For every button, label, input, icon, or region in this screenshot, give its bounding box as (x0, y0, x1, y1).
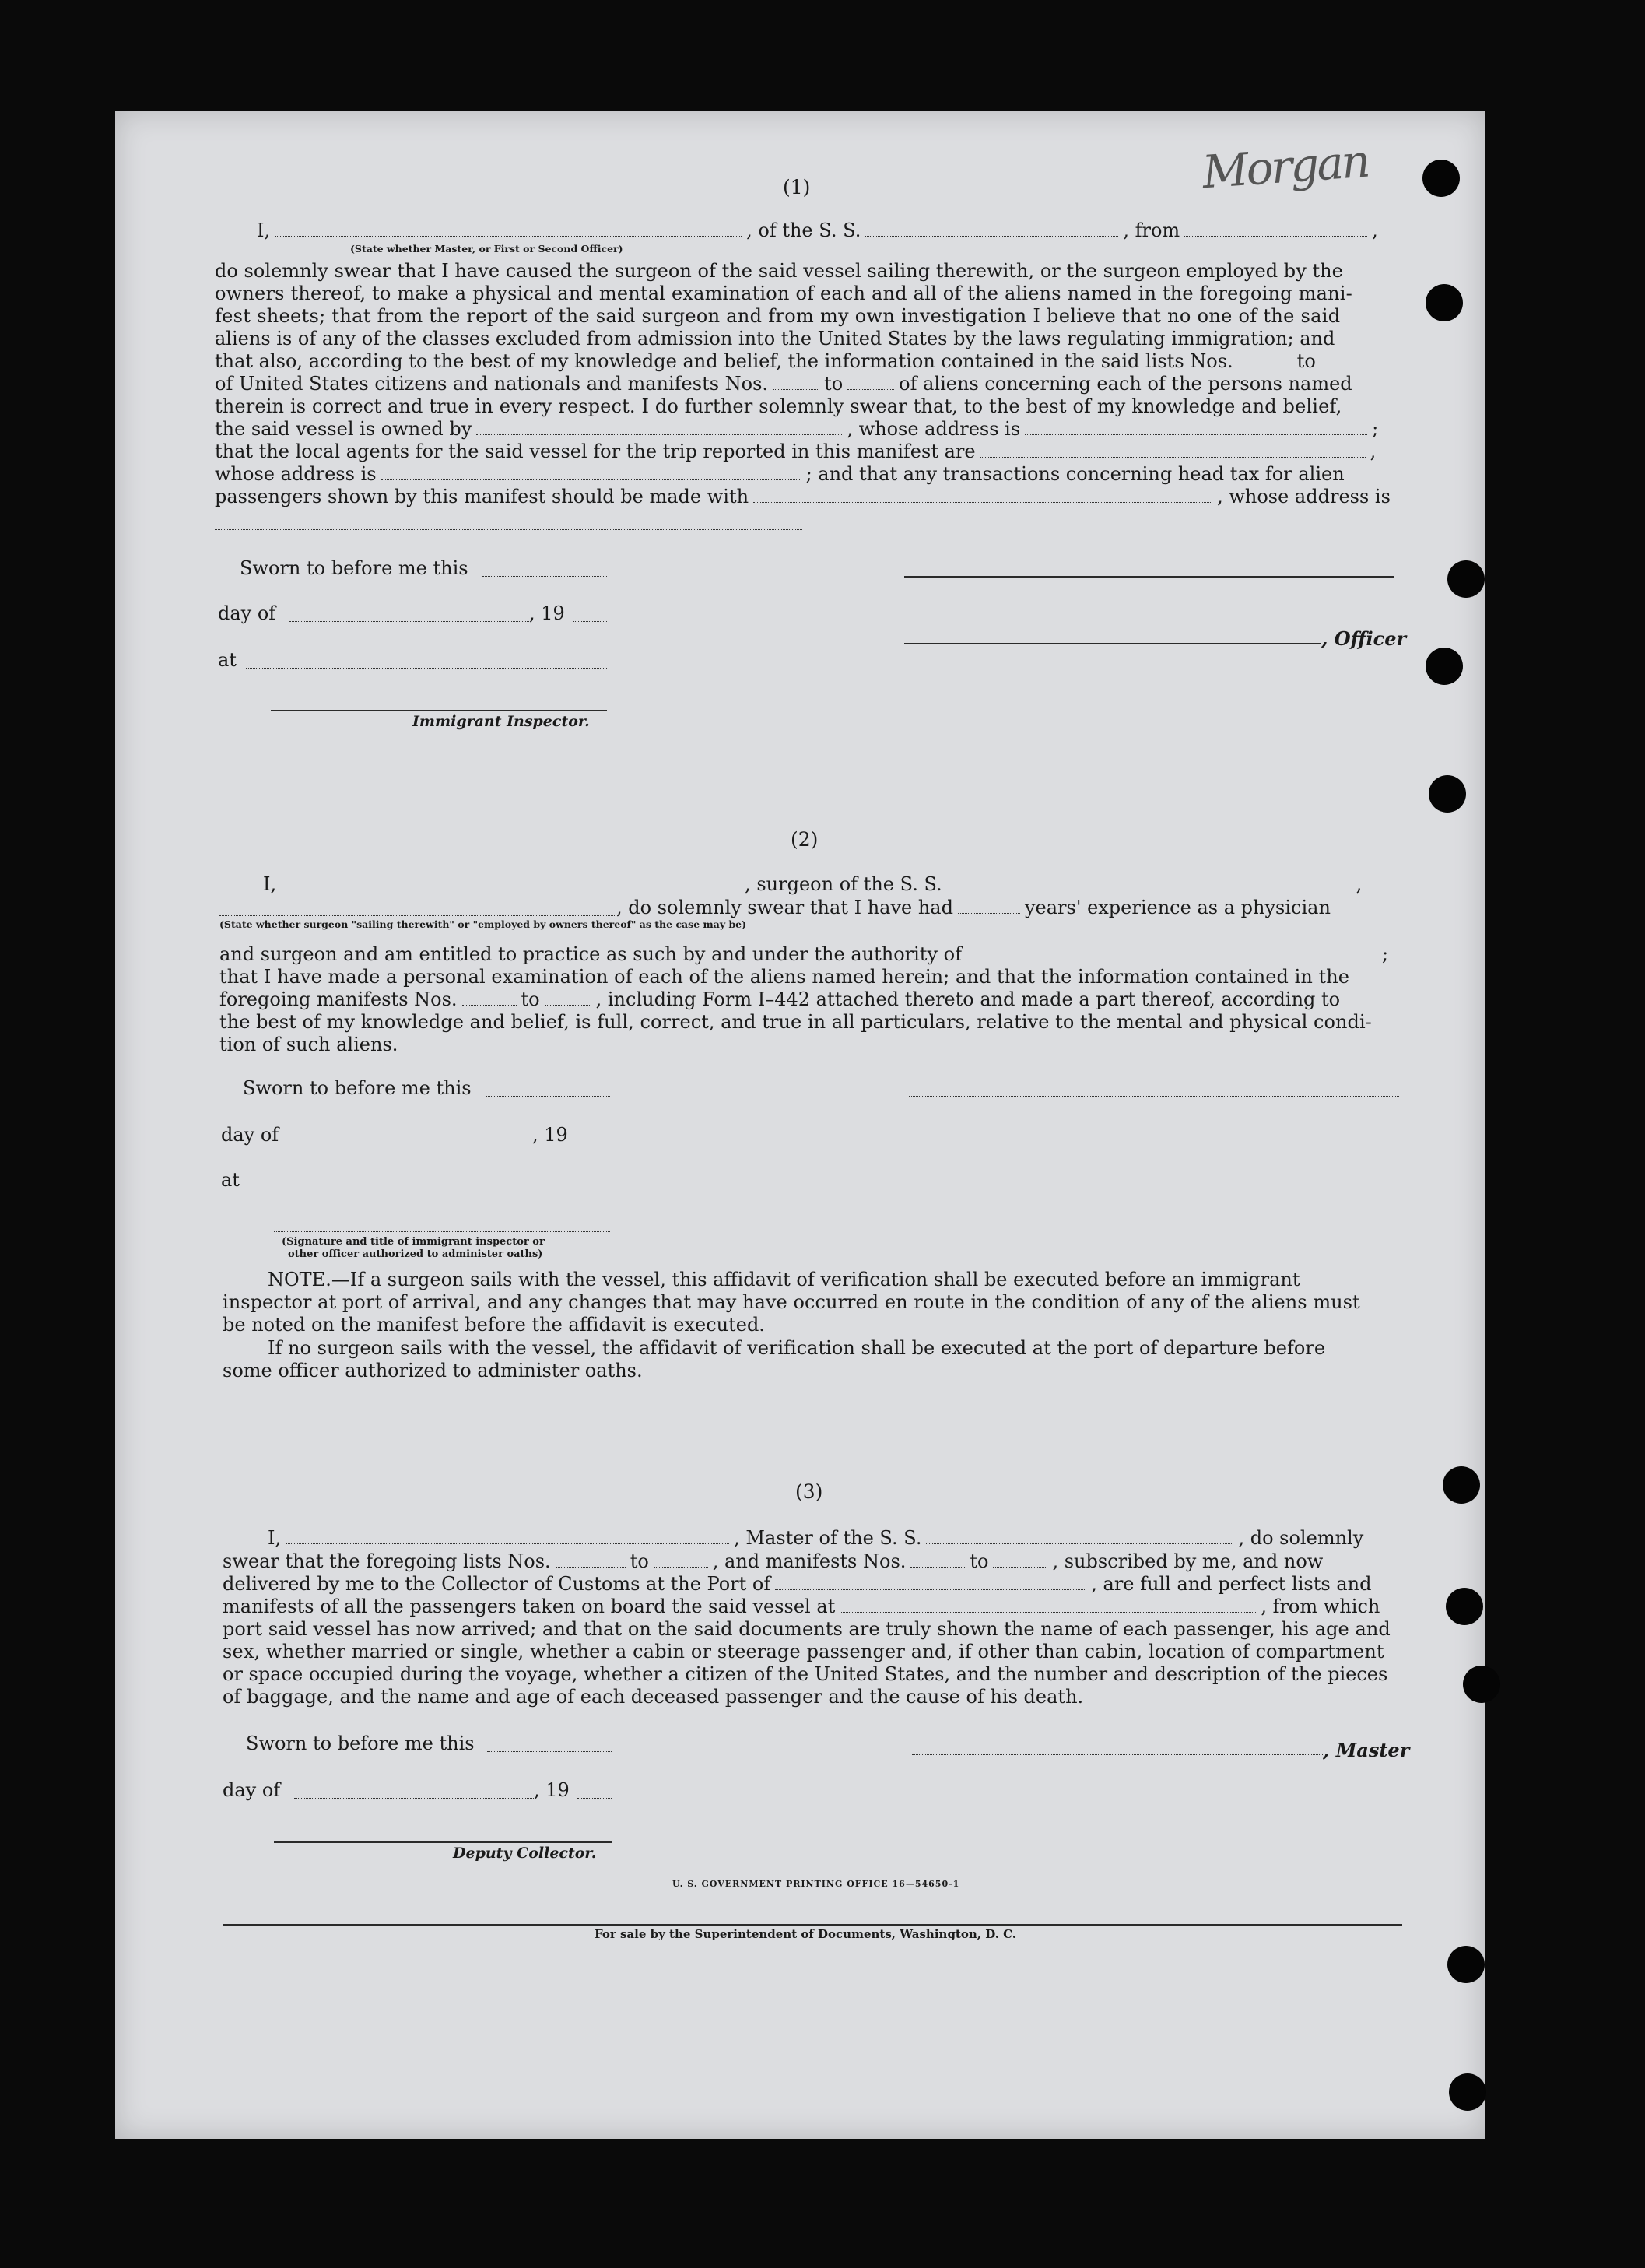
s1-p-line: of United States citizens and nationals and manifests Nos. to of aliens concerning each of the persons named (215, 373, 1352, 395)
officer-caption: (State whether Master, or First or Second Officer) (350, 243, 623, 255)
s3-master-signature[interactable] (912, 1754, 1323, 1755)
s1-at-field[interactable] (246, 668, 607, 669)
s3-collector-signature[interactable] (274, 1841, 612, 1843)
section-2-number: (2) (791, 828, 819, 851)
section-2-line-1: I, , surgeon of the S. S. , (263, 873, 1363, 895)
section-3-number: (3) (795, 1480, 823, 1503)
binder-hole (1426, 648, 1463, 685)
s2-sworn-label: Sworn to before me this (243, 1077, 472, 1099)
s2-manifest-to-field[interactable] (545, 1005, 591, 1006)
s3-p-line: port said vessel has now arrived; and that on the said documents are truly shown the name of each passenger, his age and (223, 1618, 1391, 1640)
s3-p-line: sex, whether married or single, whether a cabin or steerage passenger and, if other than cabin, location of compartment (223, 1641, 1384, 1662)
s1-sworn-label: Sworn to before me this (240, 557, 468, 579)
s1-p-line: whose address is ; and that any transactions concerning head tax for alien (215, 463, 1345, 485)
alien-manifest-to-field[interactable] (847, 389, 894, 390)
s3-lists-from-field[interactable] (556, 1567, 626, 1568)
binder-hole (1463, 1666, 1500, 1703)
owner-address-field[interactable] (1025, 434, 1367, 435)
s2-p-line: that I have made a personal examination of each of the aliens named herein; and that the information contained in the (219, 966, 1349, 988)
s3-collector-caption: Deputy Collector. (453, 1845, 597, 1862)
alien-manifest-from-field[interactable] (773, 389, 819, 390)
s2-sig-caption-1: (Signature and title of immigrant inspector or (282, 1236, 545, 1248)
handwritten-annotation: Morgan (1200, 134, 1370, 199)
section-3-line-4: manifests of all the passengers taken on board the said vessel at , from which (223, 1596, 1380, 1617)
s2-p-line: the best of my knowledge and belief, is full, correct, and true in all particulars, relative to the mental and physical condi- (219, 1011, 1372, 1033)
s3-day-of-label: day of (223, 1779, 281, 1801)
s3-manifests-to-field[interactable] (993, 1567, 1047, 1568)
s1-inspector-signature[interactable] (271, 710, 607, 711)
binder-hole (1443, 1466, 1480, 1504)
departure-port-field[interactable] (1184, 236, 1367, 237)
s3-lists-to-field[interactable] (654, 1567, 708, 1568)
boarding-port-field[interactable] (840, 1612, 1256, 1613)
s1-p-line: that also, according to the best of my knowledge and belief, the information contained in the said lists Nos. to (215, 350, 1380, 374)
s3-sworn-label: Sworn to before me this (246, 1733, 475, 1754)
local-agents-field[interactable] (980, 457, 1366, 458)
s2-sworn-day-field[interactable] (486, 1096, 610, 1097)
arrival-port-field[interactable] (775, 1589, 1086, 1590)
section-1-line-1: I, , of the S. S. , from , (257, 219, 1378, 241)
s3-manifests-from-field[interactable] (910, 1567, 965, 1568)
s1-p-line: aliens is of any of the classes excluded from admission into the United States by the laws regulating immigration; and (215, 328, 1335, 349)
s1-day-of-label: day of (218, 602, 276, 624)
head-tax-address-field[interactable] (215, 529, 802, 530)
binder-hole (1422, 160, 1460, 197)
section-2-authority: and surgeon and am entitled to practice as such by and under the authority of ; (219, 943, 1389, 965)
section-3-line-3: delivered by me to the Collector of Customs at the Port of , are full and perfect lists and (223, 1573, 1372, 1595)
note-line: inspector at port of arrival, and any changes that may have occurred en route in the condition of any of the aliens must (223, 1291, 1360, 1313)
s1-year-label: , 19 (529, 602, 565, 624)
s1-sworn-day-field[interactable] (482, 576, 607, 577)
surgeon-type-caption: (State whether surgeon "sailing therewith" or "employed by owners thereof" as the case may be) (219, 918, 747, 930)
s1-p-line: owners thereof, to make a physical and mental examination of each and all of the aliens named in the foregoing mani- (215, 283, 1352, 304)
section-3-line-2: swear that the foregoing lists Nos. to , and manifests Nos. to , subscribed by me, and now (223, 1550, 1324, 1572)
binder-hole (1426, 284, 1463, 321)
note-line: NOTE.—If a surgeon sails with the vessel, this affidavit of verification shall be executed before an immigrant (268, 1269, 1300, 1290)
s3-sworn-day-field[interactable] (487, 1751, 612, 1752)
s1-p-line: fest sheets; that from the report of the said surgeon and from my own investigation I believe that no one of the said (215, 305, 1341, 327)
s2-manifest-from-field[interactable] (462, 1005, 517, 1006)
binder-hole (1447, 1946, 1485, 1983)
s1-inspector-caption: Immigrant Inspector. (412, 713, 590, 730)
s2-surgeon-signature[interactable] (909, 1096, 1399, 1097)
binder-hole (1446, 1588, 1483, 1625)
s1-at-label: at (218, 649, 237, 671)
s1-officer-signature-2[interactable] (904, 643, 1321, 644)
s1-p-line: that the local agents for the said vessel for the trip reported in this manifest are , (215, 441, 1377, 462)
s3-master-label: , Master (1323, 1739, 1410, 1761)
s1-p-line: therein is correct and true in every respect. I do further solemnly swear that, to the best of my knowledge and belief, (215, 395, 1342, 417)
s2-at-label: at (221, 1169, 240, 1191)
officer-title-field[interactable] (275, 236, 742, 237)
section-2-line-2: , do solemnly swear that I have had years' experience as a physician (616, 897, 1331, 918)
s2-year-label: , 19 (532, 1124, 568, 1146)
footer-rule (223, 1924, 1402, 1926)
sale-notice: For sale by the Superintendent of Documents, Washington, D. C. (595, 1927, 1017, 1941)
binder-hole (1447, 560, 1485, 598)
s2-p-line: tion of such aliens. (219, 1034, 398, 1055)
master-name-field[interactable] (286, 1543, 729, 1544)
years-experience-field[interactable] (958, 913, 1020, 914)
s1-p-line: passengers shown by this manifest should be made with , whose address is (215, 486, 1391, 507)
note-line: be noted on the manifest before the affidavit is executed. (223, 1314, 765, 1336)
note-line: If no surgeon sails with the vessel, the affidavit of verification shall be executed at the port of departure before (268, 1337, 1326, 1359)
s3-year-label: , 19 (534, 1779, 570, 1801)
s1-p-line: do solemnly swear that I have caused the surgeon of the said vessel sailing therewith, or the surgeon employed by the (215, 260, 1343, 282)
s2-inspector-signature[interactable] (274, 1231, 610, 1232)
s3-day-month-field[interactable] (294, 1798, 534, 1799)
note-line: some officer authorized to administer oaths. (223, 1360, 643, 1382)
binder-hole (1449, 2073, 1486, 2111)
s1-officer-signature-1[interactable] (904, 576, 1394, 578)
s1-p-line: the said vessel is owned by , whose address is ; (215, 418, 1379, 440)
s3-year-field[interactable] (577, 1798, 612, 1799)
surgeon-type-field[interactable] (219, 915, 616, 916)
s1-officer-label: , Officer (1321, 627, 1407, 650)
s2-sig-caption-2: other officer authorized to administer oaths) (288, 1248, 543, 1260)
s2-day-of-label: day of (221, 1124, 279, 1146)
ship-name-field[interactable] (865, 236, 1118, 237)
s3-p-line: of baggage, and the name and age of each deceased passenger and the cause of his death. (223, 1686, 1084, 1708)
s1-day-month-field[interactable] (289, 621, 529, 622)
section-1-number: (1) (783, 176, 811, 198)
s2-p-line: foregoing manifests Nos. to , including Form I–442 attached thereto and made a part thereof, according to (219, 988, 1341, 1010)
agents-address-field[interactable] (381, 479, 801, 480)
section-3-line-1: I, , Master of the S. S. , do solemnly (268, 1527, 1364, 1549)
gpo-imprint: U. S. GOVERNMENT PRINTING OFFICE 16—54650-1 (672, 1879, 960, 1889)
head-tax-contact-field[interactable] (753, 502, 1212, 503)
s3-p-line: or space occupied during the voyage, whether a citizen of the United States, and the number and description of the pieces (223, 1663, 1388, 1685)
s3-ship-name-field[interactable] (926, 1543, 1233, 1544)
binder-hole (1429, 775, 1466, 813)
s1-year-field[interactable] (573, 621, 607, 622)
vessel-owner-field[interactable] (476, 434, 842, 435)
